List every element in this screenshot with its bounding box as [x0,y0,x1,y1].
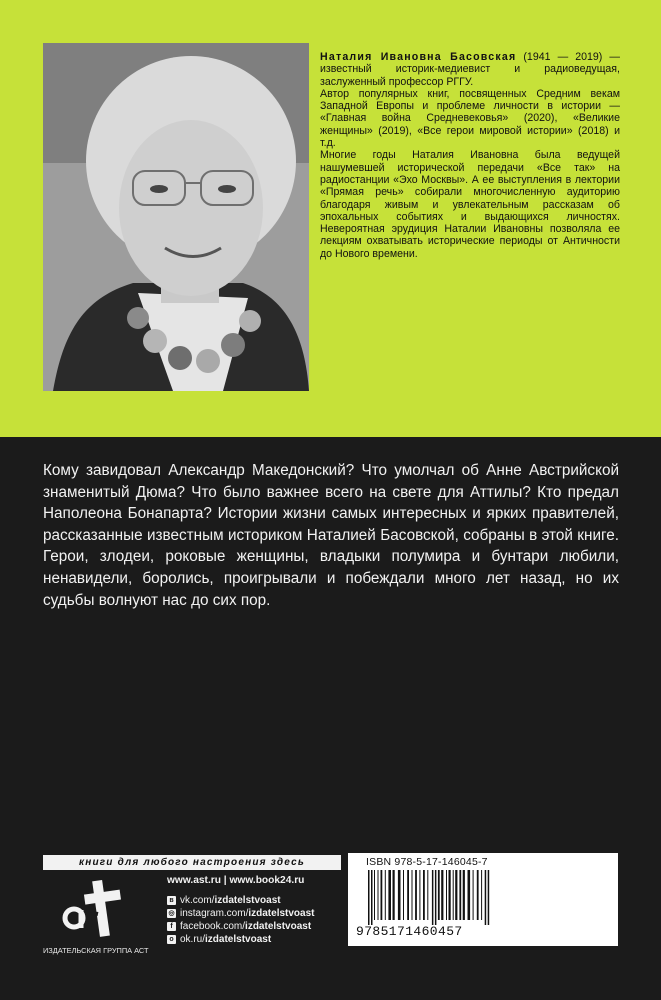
bio-paragraph-3: Многие годы Наталия Ивановна была ведущей нашумевшей исторической передачи «Все так» на радиостанции «Эхо Москвы». А ее выступления в лектории «Прямая речь» собирали многочисленную аудиторию благодаря живым и увлекательным рассказам об эпохальных событиях и выдающихся личностях. Невероятная эрудиция Наталии Ивановны позволяла ее лекциям охватывать исторические периоды от Античности до Нового времени. [320,149,620,260]
barcode-bar [455,870,457,920]
barcode-bar [463,870,465,920]
bio-dates: (1941 — 2019) — известный историк-медиевист и радиоведущая, заслуженный профессор РГГУ. [320,51,620,88]
isbn-barcode [348,853,618,946]
social-prefix: ok.ru/ [180,934,206,945]
barcode-bar [388,870,391,920]
barcode-bar [393,870,395,920]
facebook-icon: f [167,922,176,931]
barcode-bar [435,870,437,925]
barcode-digits: 9785171460457 [356,924,463,939]
author-bio [320,51,620,260]
vk-icon: в [167,896,176,905]
odnoklassniki-icon: о [167,935,176,944]
author-photo [43,43,309,391]
barcode-bar [449,870,451,920]
barcode-bar [427,870,428,920]
barcode-bar [407,870,409,920]
barcode-bar [419,870,420,920]
social-handle: izdatelstvoast [205,934,272,945]
barcode-bar [485,870,487,925]
isbn-number: ISBN 978-5-17-146045-7 [366,856,488,868]
barcode-bar [473,870,474,920]
barcode-bar [398,870,401,920]
social-link-facebook[interactable] [167,920,315,933]
social-prefix: vk.com/ [180,895,215,906]
barcode-bar [381,870,383,920]
barcode-bar [378,870,379,920]
barcode-bar [415,870,417,920]
barcode-bar [374,870,375,920]
barcode-bar [446,870,447,920]
barcode-bar [385,870,386,920]
barcode-bars [362,870,602,925]
barcode-bar [371,870,373,925]
publisher-logo [60,874,140,940]
barcode-bar [412,870,413,920]
book-description: Кому завидовал Александр Македонский? Что умолчал об Анне Австрийской знаменитый Дюма? Что было важнее всего на свете для Аттилы? Кто предал Наполеона Бонапарта? Истории жизни самых интересных и ярких правителей, рассказанные известным историком Наталией Басовской, собраны в этой книге. Герои, злодеи, роковые женщины, владыки полумира и бунтари любили, ненавидели, боролись, проигрывали и побеждали много лет назад, но их судьбы волнуют нас до сих пор. [43,462,619,609]
barcode-bar [459,870,461,920]
barcode-bar [438,870,440,920]
barcode-bar [468,870,471,920]
barcode-bar [441,870,443,920]
instagram-icon: ◎ [168,910,175,917]
barcode-bar [403,870,404,920]
social-link-instagram[interactable] [167,907,315,920]
social-handle: izdatelstvoast [248,908,315,919]
tagline: книги для любого настроения здесь [43,855,341,870]
bio-paragraph-2: Автор популярных книг, посвященных Средним векам Западной Европы и проблеме личности в истории — «Главная война Средневековья» (2020), «Великие женщины» (2019), «Все герои мировой истории» (2018) и т.д. [320,87,620,150]
social-link-ok[interactable] [167,933,315,946]
social-prefix: instagram.com/ [180,908,249,919]
social-handle: izdatelstvoast [245,921,312,932]
barcode-bar [453,870,454,920]
barcode-bar [368,870,370,925]
barcode-bar [432,870,434,925]
barcode-bar [488,870,490,925]
bio-paragraph-1 [320,51,620,88]
social-link-vk[interactable] [167,894,315,907]
barcode-bar [423,870,425,920]
top-panel [0,0,661,437]
author-name: Наталия Ивановна Басовская [320,51,517,63]
web-links[interactable]: www.ast.ru | www.book24.ru [167,875,305,886]
social-handle: izdatelstvoast [214,895,281,906]
publisher-label: ИЗДАТЕЛЬСКАЯ ГРУППА АСТ [43,946,149,955]
social-links [167,894,315,946]
barcode-bar [481,870,482,920]
social-prefix: facebook.com/ [180,921,246,932]
barcode-bar [477,870,479,920]
